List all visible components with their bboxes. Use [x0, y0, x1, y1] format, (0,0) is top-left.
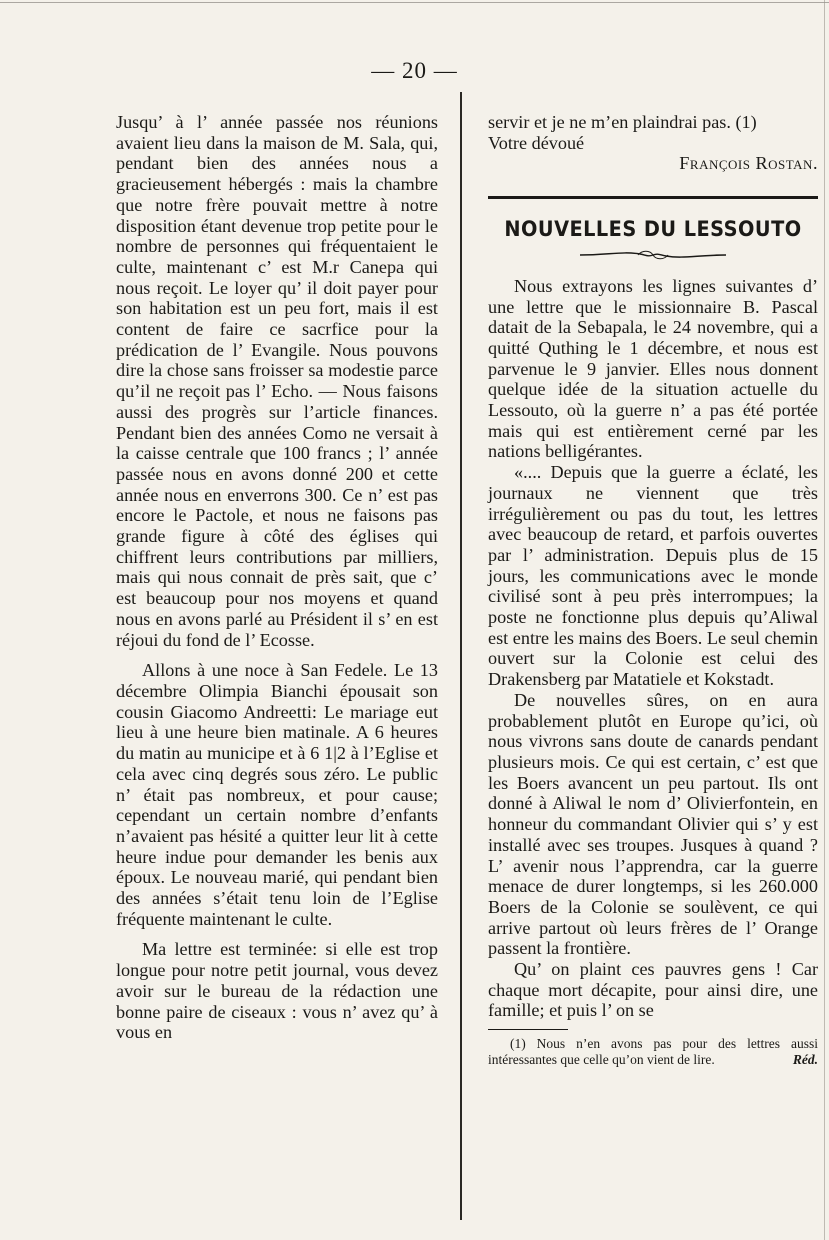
footnote-signature: Réd. — [792, 1052, 818, 1068]
right-paragraph-3: De nouvelles sûres, on en aura probablement plutôt en Europe qu’ici, où nous vivrons sans doute de canards pendant plusieurs mois. Ce qui est certain, c’ est que les Boers avancent un peu partout. Ils ont donné à Aliwal le nom d’ Olivierfontein, en honneur du commandant Olivier qui s’ y est installé avec ses troupes. Jusques à quand ? L’ avenir nous l’apprendra, car la guerre menace de durer longtemps, si les 260.000 Boers de la Colonie se soulèvent, ce qui arrive partout où leurs frères de l’ Orange passent la frontière. — [488, 689, 818, 959]
letter-greeting: Votre dévoué — [488, 132, 585, 153]
letter-signature: François Rostan. — [679, 153, 818, 174]
ornament-divider — [578, 248, 728, 262]
column-divider — [460, 92, 462, 1220]
top-edge-rule — [0, 2, 829, 3]
page-number: — 20 — — [371, 58, 458, 83]
left-paragraph-3: Ma lettre est terminée: si elle est trop longue pour notre petit journal, vous devez avoir sur le bureau de la rédaction une bonne paire de ciseaux : vous n’ avez qu’ à vous en — [116, 939, 438, 1043]
footnote-text: (1) Nous n’en avons pas pour des lettres aussi intéressantes que celle qu’on vient de lire. — [488, 1036, 818, 1068]
right-edge-rule — [824, 0, 825, 1240]
right-column — [488, 112, 818, 1068]
left-paragraph-1: Jusqu’ à l’ année passée nos réunions avaient lieu dans la maison de M. Sala, qui, pendant bien des années nous a gracieusement hébergés : mais la chambre que notre frère pouvait mettre à notre disposition étant devenue trop petite pour le nombre de personnes qui fréquentaient le culte, maintenant c’ est M.r Canepa qui nous reçoit. Le loyer qu’ il doit payer pour son habitation est un peu fort, mais il est content de faire ce sacrfice pour la prédication de l’ Evangile. Nous pouvons dire la chose sans froisser sa modestie parce qu’il ne reçoit pas l’ Echo. — Nous faisons aussi des progrès sur l’article finances. Pendant bien des années Como ne versait à la caisse centrale que 100 francs ; l’ année passée nous en avons donné 200 et cette année nous en enverrons 300. Ce n’ est pas encore le Pactole, et nous ne faisons pas grande figure à côté des églises qui chiffrent leurs contributions par milliers, mais qui nous connait de près sait, que c’ est beaucoup pour nos moyens et quand nous en avons parlé au Président il s’ en est réjoui du fond de l’ Ecosse. — [116, 112, 438, 650]
footnote-rule — [488, 1029, 568, 1030]
right-paragraph-2: «.... Depuis que la guerre a éclaté, les journaux ne viennent que très irrégulièrement ou pas du tout, les lettres avec beaucoup de retard, et parfois ouvertes par l’ administration. Depuis plus de 15 jours, les communications avec le monde civilisé sont à peu près interrompues; la poste ne fonctionne plus depuis qu’Aliwal est entre les mains des Boers. Le seul chemin ouvert sur la Colonie est celui des Drakensberg par Matatiele et Kokstadt. — [488, 462, 818, 690]
left-paragraph-2: Allons à une noce à San Fedele. Le 13 décembre Olimpia Bianchi épousait son cousin Giacomo Andreetti: Le mariage eut lieu à une heure bien matinale. A 6 heures du matin au municipe et à 6 1|2 à l’Eglise et cela avec cinq degrés sous zéro. Le public n’ était pas nombreux, et pour cause; cependant un certain nombre d’enfants n’avaient pas hésité a quitter leur lit à cette heure indue pour demander les benis aux époux. Le nouveau marié, qui pendant bien des années s’était tenu loin de l’Eglise fréquente maintenant le culte. — [116, 660, 438, 929]
right-paragraph-4: Qu’ on plaint ces pauvres gens ! Car chaque mort décapite, pour ainsi dire, une famille; et puis l’ on se — [488, 959, 818, 1021]
letter-continuation: servir et je ne m’en plaindrai pas. (1) — [488, 112, 757, 132]
section-rule — [488, 196, 818, 199]
footnote — [488, 1036, 818, 1068]
left-column — [116, 112, 438, 1043]
right-paragraph-1: Nous extrayons les lignes suivantes d’ une lettre que le missionnaire B. Pascal datait de la Sebapala, le 24 novembre, qui a quitté Quthing le 1 décembre, et nous est parvenue le 9 janvier. Elles nous donnent quelque idée de la situation actuelle du Lessouto, où la guerre n’ a pas été portée mais qui est entièrement cerné par les nations belligérantes. — [488, 275, 818, 462]
section-title: NOUVELLES DU LESSOUTO — [504, 217, 802, 242]
